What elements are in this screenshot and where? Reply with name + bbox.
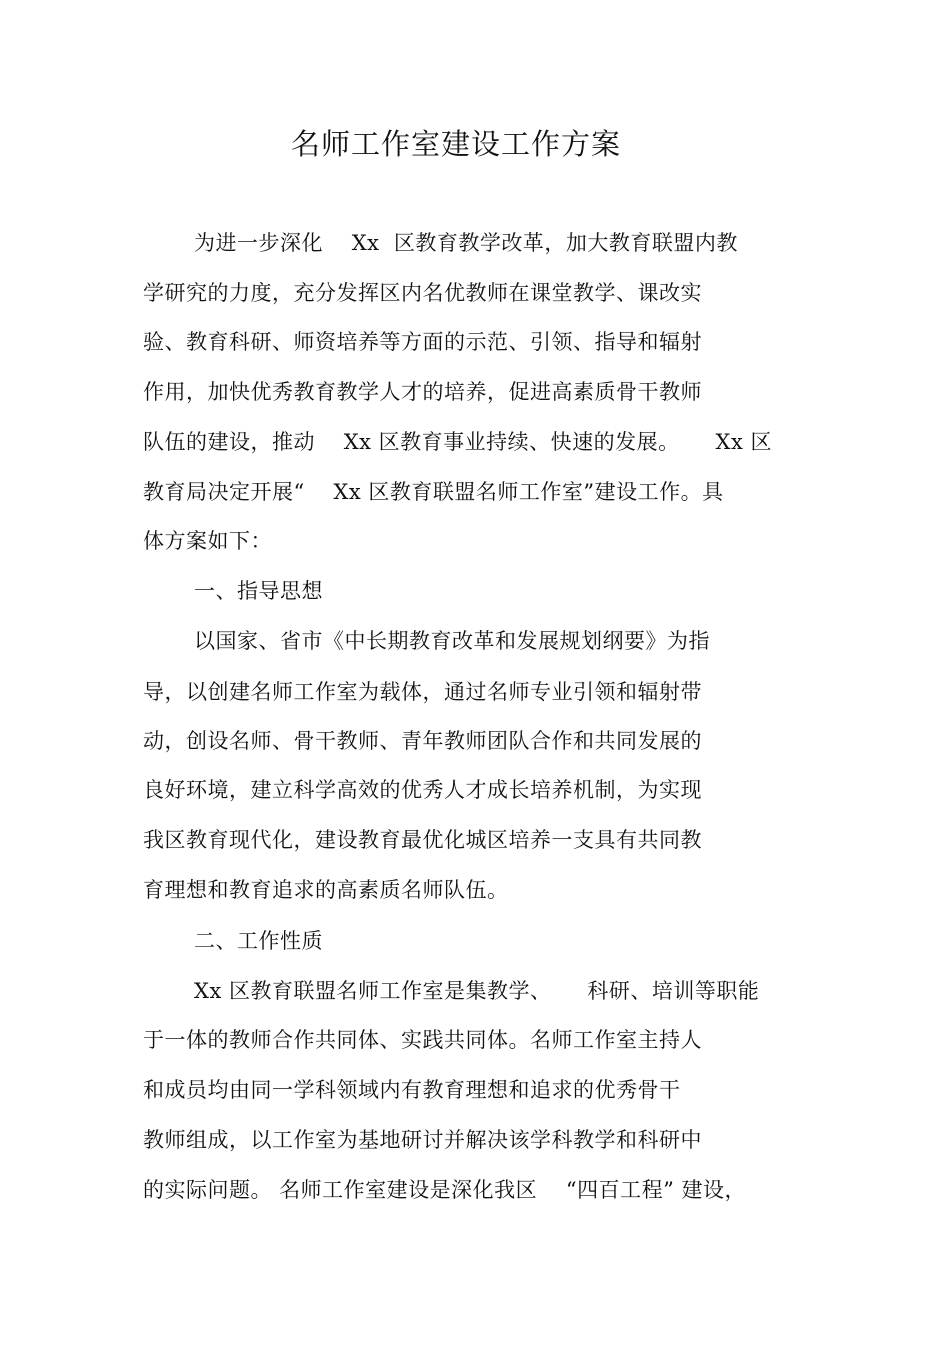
- section-heading: 一、指导思想: [194, 579, 323, 603]
- paragraph-line: 育理想和教育追求的高素质名师队伍。: [143, 878, 509, 902]
- paragraph-line: 教育局决定开展“ Xx 区教育联盟名师工作室”建设工作。具: [143, 480, 724, 504]
- paragraph-line: 体方案如下：: [143, 529, 272, 553]
- paragraph-line: Xx 区教育联盟名师工作室是集教学、 科研、培训等职能: [194, 979, 760, 1003]
- paragraph-line: 教师组成，以工作室为基地研讨并解决该学科教学和科研中: [143, 1128, 702, 1152]
- paragraph-line: 导，以创建名师工作室为载体，通过名师专业引领和辐射带: [143, 680, 702, 704]
- document-title: 名师工作室建设工作方案: [290, 127, 621, 161]
- paragraph-line: 作用，加快优秀教育教学人才的培养，促进高素质骨干教师: [143, 380, 702, 404]
- paragraph-line: 学研究的力度，充分发挥区内名优教师在课堂教学、课改实: [143, 281, 702, 305]
- paragraph-line: 的实际问题。 名师工作室建设是深化我区 “四百工程” 建设，: [143, 1178, 747, 1202]
- paragraph-line: 我区教育现代化，建设教育最优化城区培养一支具有共同教: [143, 828, 702, 852]
- paragraph-line: 队伍的建设，推动 Xx 区教育事业持续、快速的发展。 Xx 区: [143, 430, 773, 454]
- paragraph-line: 为进一步深化 Xx 区教育教学改革，加大教育联盟内教: [194, 231, 738, 255]
- paragraph-line: 于一体的教师合作共同体、实践共同体。名师工作室主持人: [143, 1028, 702, 1052]
- paragraph-line: 验、教育科研、师资培养等方面的示范、引领、指导和辐射: [143, 330, 702, 354]
- section-heading: 二、工作性质: [194, 929, 323, 953]
- paragraph-line: 以国家、省市《中长期教育改革和发展规划纲要》为指: [194, 629, 710, 653]
- paragraph-line: 和成员均由同一学科领域内有教育理想和追求的优秀骨干: [143, 1078, 681, 1102]
- paragraph-line: 动，创设名师、骨干教师、青年教师团队合作和共同发展的: [143, 729, 702, 753]
- paragraph-line: 良好环境，建立科学高效的优秀人才成长培养机制，为实现: [143, 778, 702, 802]
